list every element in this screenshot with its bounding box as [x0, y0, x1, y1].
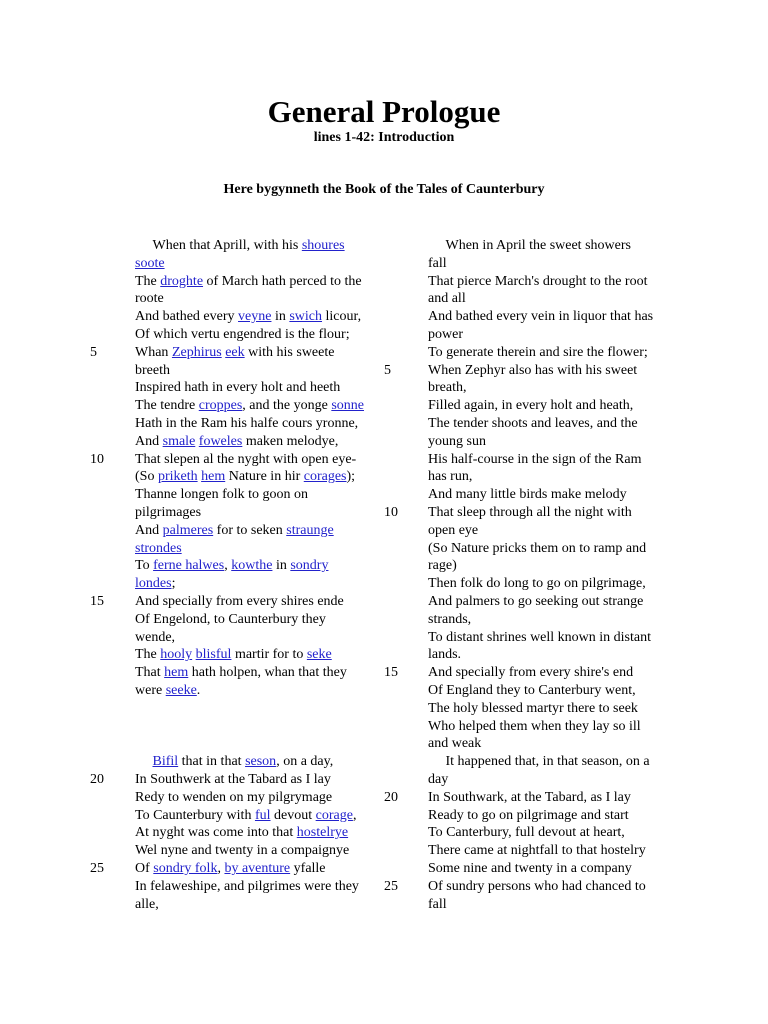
poem-line	[135, 611, 326, 629]
translation-line: To distant shrines well known in distant	[428, 629, 652, 645]
line-text: That slepen al the nyght with open eye-	[135, 451, 357, 467]
translation-line: The holy blessed martyr there to seek	[428, 700, 638, 716]
glossary-link[interactable]: straunge	[286, 522, 334, 538]
translation-line: Of sundry persons who had chanced to	[428, 878, 646, 894]
line-text: Hath in the Ram his halfe cours yronne,	[135, 416, 359, 431]
translation-line: day	[428, 772, 449, 787]
poem-line	[135, 308, 361, 326]
translation-line: That pierce March's drought to the root	[428, 273, 648, 289]
glossary-link[interactable]: ful	[254, 807, 271, 823]
translation-line: fall	[428, 896, 447, 912]
line-number: 5	[90, 344, 97, 360]
poem-line	[135, 682, 200, 700]
line-text: ,	[352, 807, 357, 823]
poem-line	[135, 468, 355, 486]
line-number: 25	[384, 878, 398, 894]
poem-line	[135, 878, 359, 896]
glossary-link[interactable]: kowthe	[231, 558, 273, 574]
glossary-link[interactable]: hem	[201, 469, 226, 485]
glossary-link[interactable]: corage	[315, 807, 353, 823]
glossary-link[interactable]: croppes	[198, 398, 243, 414]
poem-line	[135, 362, 170, 380]
translation-line: fall	[428, 255, 447, 271]
poem-line	[135, 344, 334, 362]
line-text: , on a day,	[276, 754, 334, 770]
glossary-link[interactable]: eek	[225, 344, 245, 360]
translation-line: (So Nature pricks them on to ramp and	[428, 540, 647, 556]
poem-line	[135, 575, 175, 593]
glossary-link[interactable]: seeke	[165, 683, 197, 698]
line-text: And specially from every shires ende	[135, 594, 344, 609]
poem-line	[135, 415, 358, 433]
line-text: ,	[224, 558, 232, 574]
page-title: General Prologue	[267, 94, 501, 129]
poem-line	[135, 273, 362, 291]
poem-line	[135, 451, 356, 469]
line-text: of March hath perced to the	[203, 273, 362, 289]
glossary-link[interactable]: shoures	[301, 238, 345, 253]
line-text: in	[271, 309, 290, 325]
line-text: with his sweete	[244, 344, 335, 360]
line-text: hath holpen, whan that they	[188, 665, 347, 681]
line-text: (So	[135, 469, 158, 485]
line-text: pilgrimages	[135, 505, 202, 520]
glossary-link[interactable]: hostelrye	[296, 825, 349, 841]
line-text: In felaweshipe, and pilgrimes were they	[135, 878, 359, 894]
glossary-link[interactable]: ferne halwes	[153, 558, 225, 574]
translation-line: Some nine and twenty in a company	[428, 861, 632, 876]
line-text: );	[346, 469, 356, 485]
glossary-link[interactable]: sonne	[331, 398, 364, 414]
glossary-link[interactable]: Zephirus	[171, 344, 222, 360]
line-text: were	[135, 683, 166, 698]
poem-line	[135, 255, 165, 273]
translation-line: Then folk do long to go on pilgrimage,	[428, 576, 646, 592]
poem-line	[135, 807, 356, 825]
translation-line: That sleep through all the night with	[428, 505, 632, 520]
poem-line	[135, 290, 164, 308]
line-number: 25	[90, 861, 104, 876]
poem-line	[135, 646, 332, 664]
poem-line	[135, 789, 332, 807]
line-text: devout	[270, 807, 316, 823]
line-text: Whan	[135, 344, 172, 360]
poem-line	[135, 326, 350, 344]
glossary-link[interactable]: sondry	[290, 558, 329, 574]
glossary-link[interactable]: smale	[162, 433, 196, 449]
line-text: for to seken	[213, 522, 287, 538]
line-text: Nature in hir	[225, 469, 304, 485]
translation-line: It happened that, in that season, on a	[428, 754, 650, 770]
glossary-link[interactable]: hem	[164, 665, 189, 681]
line-text: Inspired hath in every holt and heeth	[135, 380, 341, 396]
line-text: wende,	[135, 629, 176, 645]
line-text: licour,	[322, 309, 362, 325]
translation-line: His half-course in the sign of the Ram	[428, 451, 642, 467]
glossary-link[interactable]: hooly	[160, 647, 193, 663]
line-text: Of Engelond, to Caunterbury they	[135, 611, 326, 627]
line-text: And bathed every	[135, 309, 239, 325]
translation-line: young sun	[428, 433, 486, 449]
line-text: , and the yonge	[242, 398, 332, 414]
translation-line: open eye	[428, 522, 479, 538]
line-number: 5	[384, 362, 391, 378]
poem-line	[135, 433, 338, 451]
line-text: Of	[135, 861, 154, 876]
translation-line: And palmers to go seeking out strange	[428, 594, 644, 609]
line-number: 20	[90, 772, 104, 787]
poem-line	[135, 522, 334, 540]
line-number: 10	[90, 451, 104, 467]
glossary-link[interactable]: priketh	[157, 469, 198, 485]
line-text: .	[196, 683, 201, 698]
translation-line: And many little birds make melody	[428, 487, 627, 503]
line-text: Of which vertu engendred is the flour;	[135, 327, 350, 342]
glossary-link[interactable]: Bifil	[152, 754, 179, 770]
line-text: And	[135, 522, 163, 538]
line-number: 15	[384, 665, 398, 681]
translation-line: There came at nightfall to that hostelry	[428, 843, 646, 859]
line-text: At nyght was come into that	[135, 825, 297, 841]
translation-line: and weak	[428, 736, 482, 752]
translation-line: has run,	[428, 469, 473, 485]
line-text: yfalle	[290, 861, 326, 876]
line-text: The	[135, 273, 161, 289]
translation-line: breath,	[428, 380, 467, 396]
line-text: That	[135, 665, 165, 681]
line-text: Redy to wenden on my pilgrymage	[135, 789, 333, 805]
poem-line	[135, 540, 182, 558]
translation-line: And specially from every shire's end	[428, 665, 634, 681]
translation-line: To generate therein and sire the flower;	[428, 344, 648, 360]
glossary-link[interactable]: foweles	[198, 433, 243, 449]
translation-line: Who helped them when they lay so ill	[428, 718, 641, 734]
translation-line: To Canterbury, full devout at heart,	[428, 825, 625, 841]
line-text: ;	[171, 576, 176, 592]
line-text: To Caunterbury with	[135, 807, 255, 823]
glossary-link[interactable]: blisful	[195, 647, 232, 663]
poem-line	[135, 557, 328, 575]
line-text: The	[135, 647, 161, 663]
line-text: alle,	[135, 896, 159, 912]
line-text: To	[135, 558, 154, 574]
poem-line	[135, 504, 201, 522]
translation-line: strands,	[428, 611, 472, 627]
translation-line: And bathed every vein in liquor that has	[428, 309, 654, 325]
glossary-link[interactable]: droghte	[160, 273, 204, 289]
poem-line	[135, 824, 348, 842]
line-text: Thanne longen folk to goon on	[135, 487, 309, 503]
line-text: And	[135, 433, 163, 449]
line-number: 20	[384, 789, 398, 805]
line-text: breeth	[135, 362, 170, 378]
poem-line	[135, 842, 349, 860]
glossary-link[interactable]: veyne	[238, 309, 272, 325]
poem-line	[135, 593, 344, 611]
translation-line: lands.	[428, 647, 462, 663]
poem-line	[135, 486, 308, 504]
poem-line	[135, 237, 345, 255]
line-text: In Southwerk at the Tabard as I lay	[135, 772, 331, 787]
poem-line	[135, 896, 159, 914]
section-heading: Here bygynneth the Book of the Tales of Caunterbury	[223, 182, 545, 197]
glossary-link[interactable]: swich	[289, 309, 323, 325]
poem-line	[135, 664, 347, 682]
line-text: maken melodye,	[242, 433, 339, 449]
line-text: in	[272, 558, 291, 574]
poem-line	[135, 397, 364, 415]
poem-line	[135, 771, 331, 789]
translation-line: rage)	[428, 558, 457, 574]
glossary-link[interactable]: sondry folk	[153, 861, 218, 876]
translation-line: When Zephyr also has with his sweet	[428, 362, 638, 378]
line-text: roote	[135, 291, 164, 307]
line-text: that in that	[178, 754, 246, 770]
page-subtitle: lines 1-42: Introduction	[313, 130, 455, 145]
translation-line: power	[428, 327, 463, 342]
glossary-link[interactable]: palmeres	[162, 522, 214, 538]
line-number: 10	[384, 505, 398, 520]
line-text: When that Aprill, with his	[135, 238, 302, 253]
line-number: 15	[90, 594, 104, 609]
glossary-link[interactable]: soote	[135, 255, 165, 271]
translation-line: Filled again, in every holt and heath,	[428, 398, 634, 414]
line-text: martir for to	[231, 647, 307, 663]
glossary-link[interactable]: by aventure	[224, 861, 291, 876]
glossary-link[interactable]: corages	[303, 469, 347, 485]
translation-line: and all	[428, 291, 466, 307]
glossary-link[interactable]: londes	[135, 576, 172, 592]
poem-line	[135, 379, 340, 397]
translation-line: When in April the sweet showers	[428, 238, 631, 253]
poem-line	[135, 860, 326, 878]
line-text: Wel nyne and twenty in a compaignye	[135, 843, 350, 859]
poem-line	[135, 629, 175, 647]
translation-line: The tender shoots and leaves, and the	[428, 416, 638, 431]
glossary-link[interactable]: strondes	[135, 540, 182, 556]
line-text	[135, 754, 153, 769]
poem-line	[135, 753, 333, 771]
line-text: ,	[217, 861, 225, 876]
translation-line: Ready to go on pilgrimage and start	[428, 807, 629, 823]
line-text: The tendre	[135, 398, 199, 414]
glossary-link[interactable]: seson	[245, 754, 277, 770]
glossary-link[interactable]: seke	[306, 647, 332, 663]
translation-line: In Southwark, at the Tabard, as I lay	[428, 789, 631, 805]
translation-line: Of England they to Canterbury went,	[428, 683, 636, 698]
